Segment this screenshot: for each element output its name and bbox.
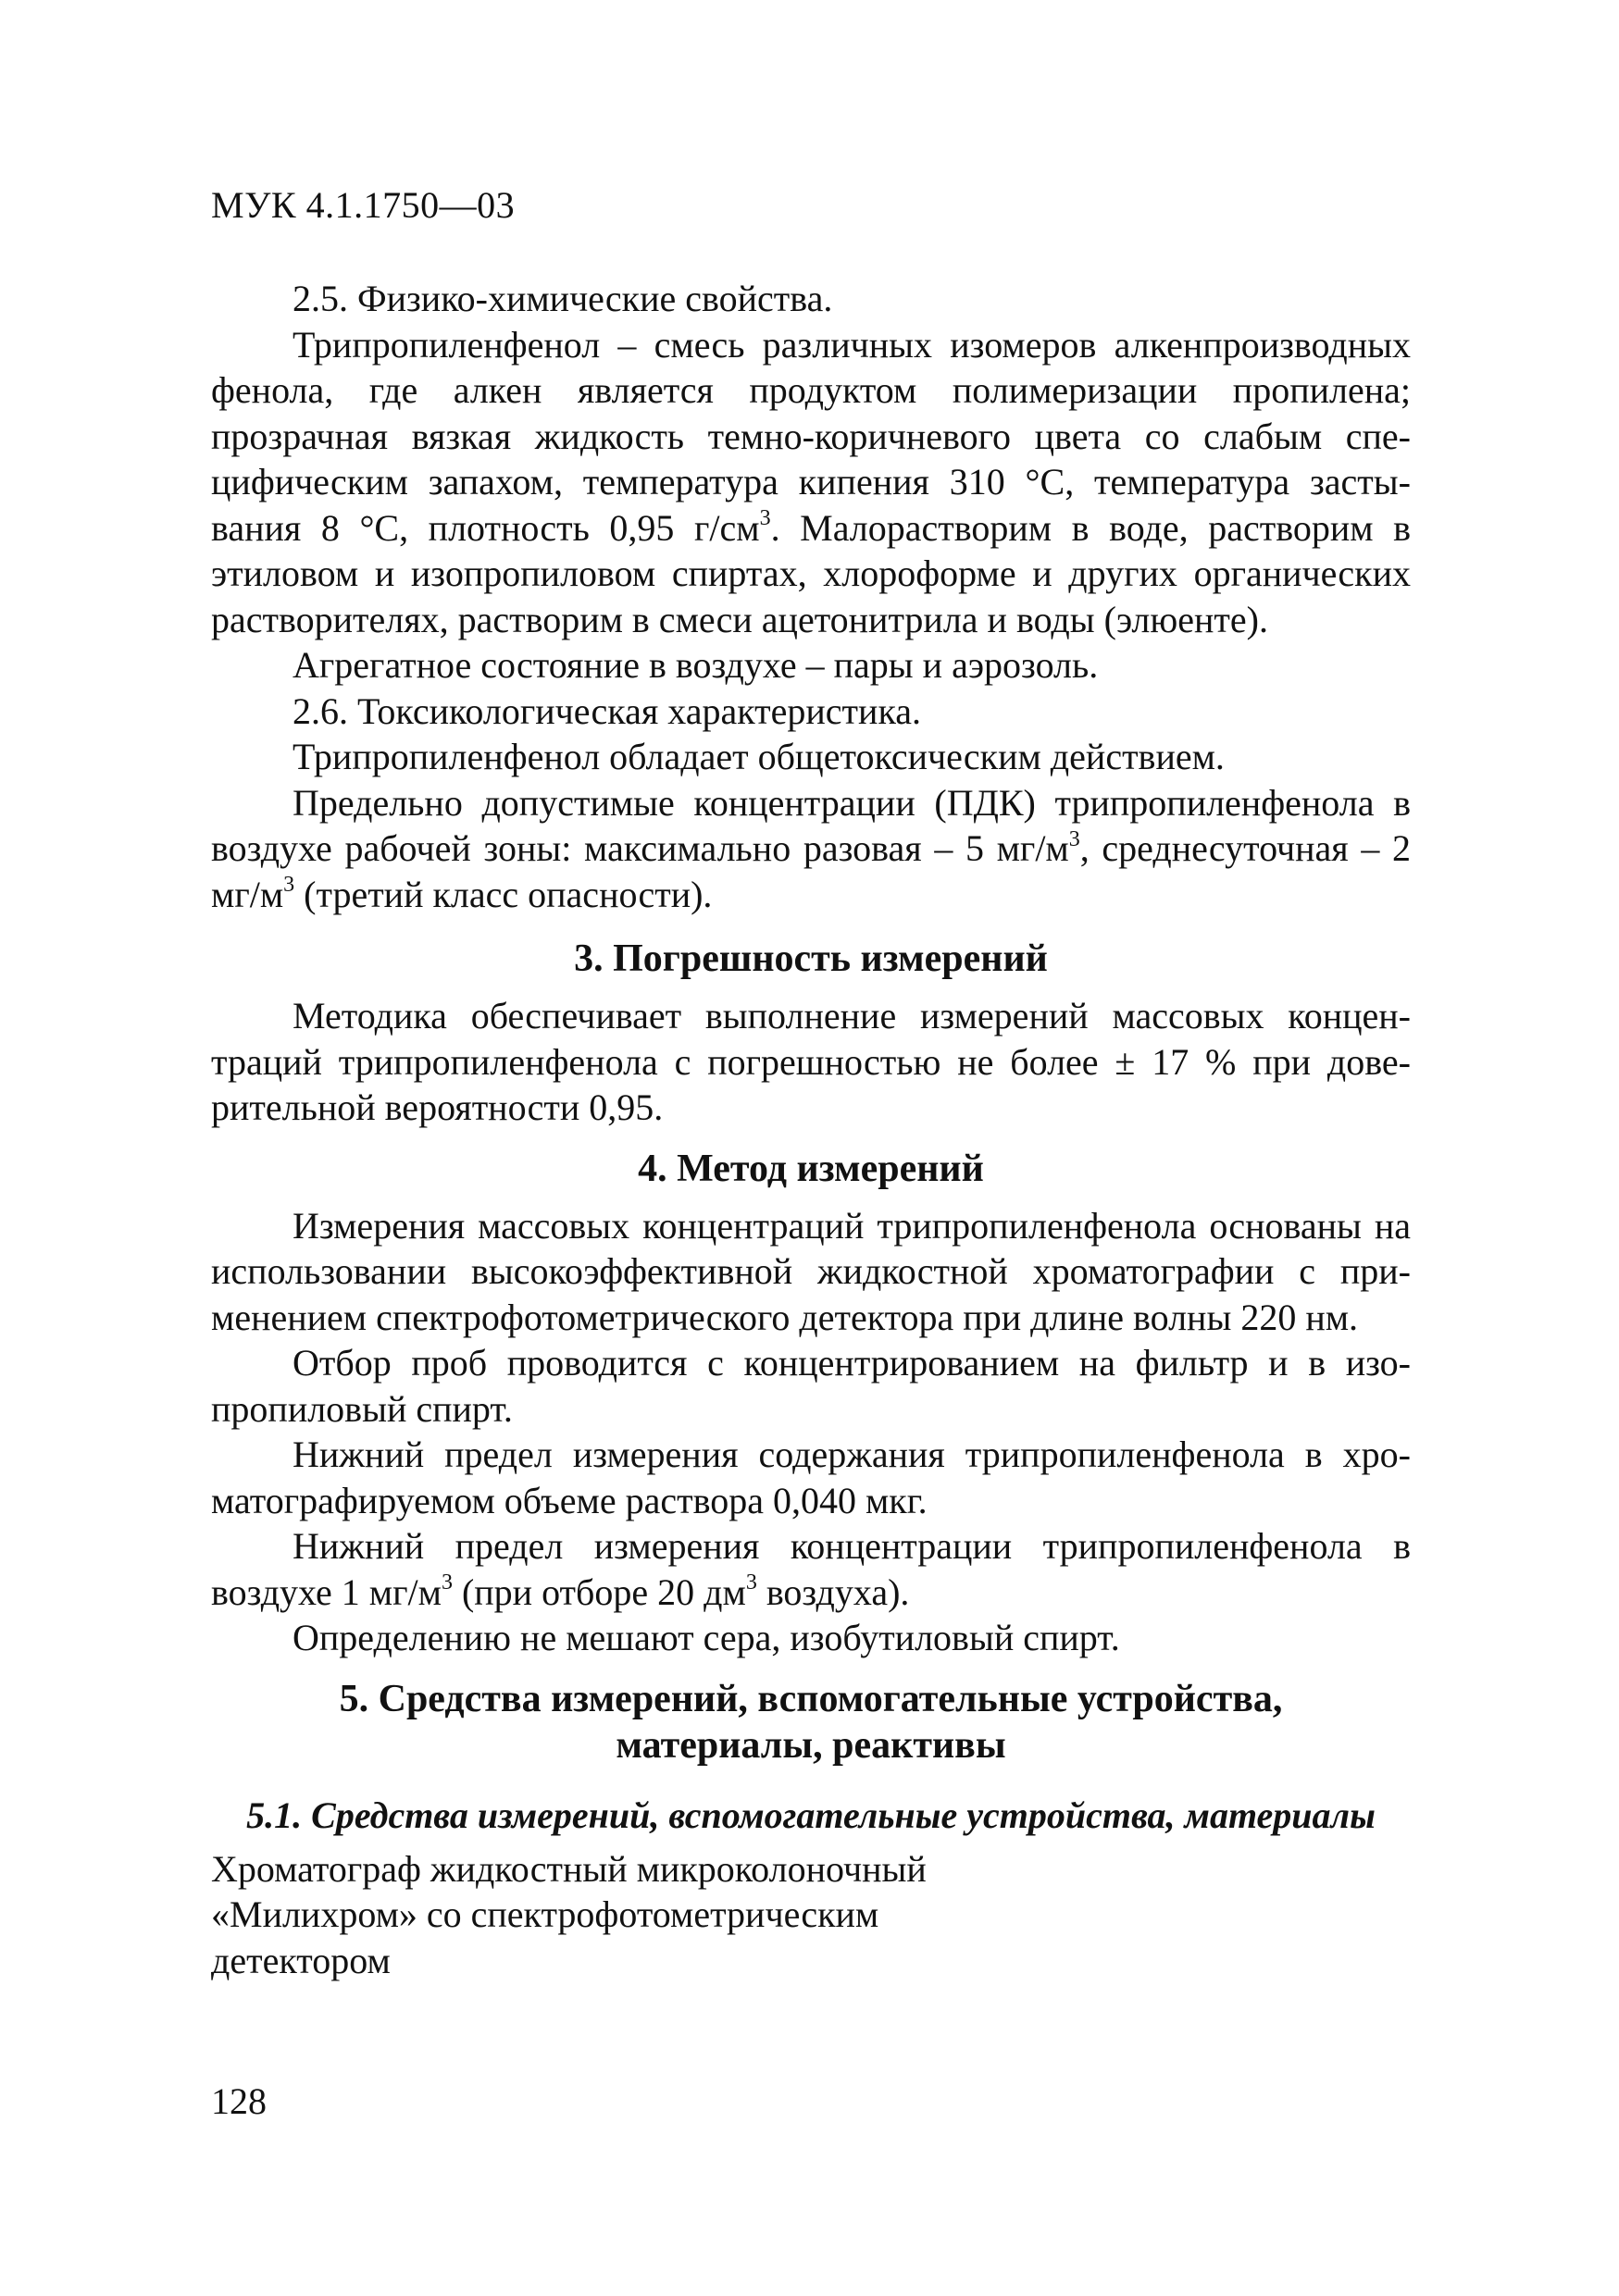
section-4-heading: 4. Метод измерений [638, 1147, 984, 1190]
subsection-5-1-heading: 5.1. Средства измерений, вспомогательные устройства, материалы [246, 1793, 1376, 1836]
section-4-paragraph-3: Нижний предел измерения содержания трипропиленфенола в хроматографируемом объеме раствора 0,040 мкг. [211, 1433, 1411, 1521]
pdk-text-part3: (третий класс опасности). [294, 873, 713, 915]
subsection-2-5-title: 2.5. Физико-химические свойства. [293, 278, 833, 319]
section-4-paragraph-1: Измерения массовых концентраций трипропиленфенола основаны на использовании высокоэффективной жидкостной хроматографии с применением спектрофотометрического детектора при длине волны 220 нм. [211, 1204, 1411, 1338]
pdk-text-part1: Предельно допустимые концентрации (ПДК) трипропиленфенола в воздухе рабочей зоны: максимально разовая – 5 мг/м [211, 781, 1411, 869]
section-3-heading: 3. Погрешность измерений [574, 937, 1048, 980]
lower-limit-text-part2: (при отборе 20 дм [452, 1570, 746, 1613]
section-4-paragraph-2: Отбор проб проводится с концентрированием на фильтр и в изопропиловый спирт. [211, 1342, 1411, 1430]
toxic-action-paragraph: Трипропиленфенол обладает общетоксическим действием. [293, 736, 1225, 777]
section-3-paragraph: Методика обеспечивает выполнение измерений массовых концентраций трипропиленфенола с погрешностью не более ± 17 % при доверительной вероятности 0,95. [211, 995, 1411, 1128]
equipment-line-1: Хроматограф жидкостный микроколоночный [211, 1847, 927, 1890]
pdk-text-part2: , среднесуточная – 2 мг/м [211, 827, 1411, 915]
section-5-heading-line1: 5. Средства измерений, вспомогательные устройства, [339, 1677, 1283, 1720]
physical-properties-paragraph [211, 322, 1411, 643]
page-number: 128 [211, 2080, 267, 2122]
equipment-line-2: «Милихром» со спектрофотометрическим [211, 1893, 879, 1935]
properties-text-part2: . Малорастворим в воде, растворим в этиловом и изопропиловом спиртах, хлороформе и других органических растворителях, растворим в смеси ацетонитрила и воды (элюенте). [211, 506, 1411, 640]
equipment-line-3: детектором [211, 1939, 391, 1981]
equipment-entry [211, 1846, 1044, 1984]
section-5-heading [211, 1676, 1411, 1769]
superscript-3: 3 [745, 1570, 757, 1595]
superscript-3: 3 [283, 873, 295, 898]
superscript-3: 3 [441, 1570, 453, 1595]
page-body [211, 276, 1411, 1983]
section-4-paragraph-5: Определению не мешают сера, изобутиловый спирт. [293, 1617, 1120, 1658]
superscript-3: 3 [759, 506, 771, 531]
subsection-2-6-title: 2.6. Токсикологическая характеристика. [293, 689, 922, 732]
pdk-paragraph [211, 780, 1411, 918]
lower-limit-text-part1: Нижний предел измерения концентрации трипропиленфенола в воздухе 1 мг/м [211, 1525, 1411, 1613]
aggregate-state-paragraph: Агрегатное состояние в воздухе – пары и аэрозоль. [293, 644, 1099, 686]
section-5-heading-line2: материалы, реактивы [616, 1723, 1006, 1767]
lower-limit-text-part3: воздуха). [756, 1570, 910, 1613]
section-4-paragraph-4 [211, 1523, 1411, 1615]
document-code-header: МУК 4.1.1750—03 [211, 184, 516, 226]
superscript-3: 3 [1068, 826, 1080, 851]
properties-text-part1: Трипропиленфенол – смесь различных изомеров алкенпроизводных фенола, где алкен является продуктом полимеризации пропилена; прозрачная вязкая жидкость темно-коричневого цвета со слабым специфическим запахом, температура кипения 310 °С, температура застывания 8 °С, плотность 0,95 г/см [211, 323, 1411, 549]
